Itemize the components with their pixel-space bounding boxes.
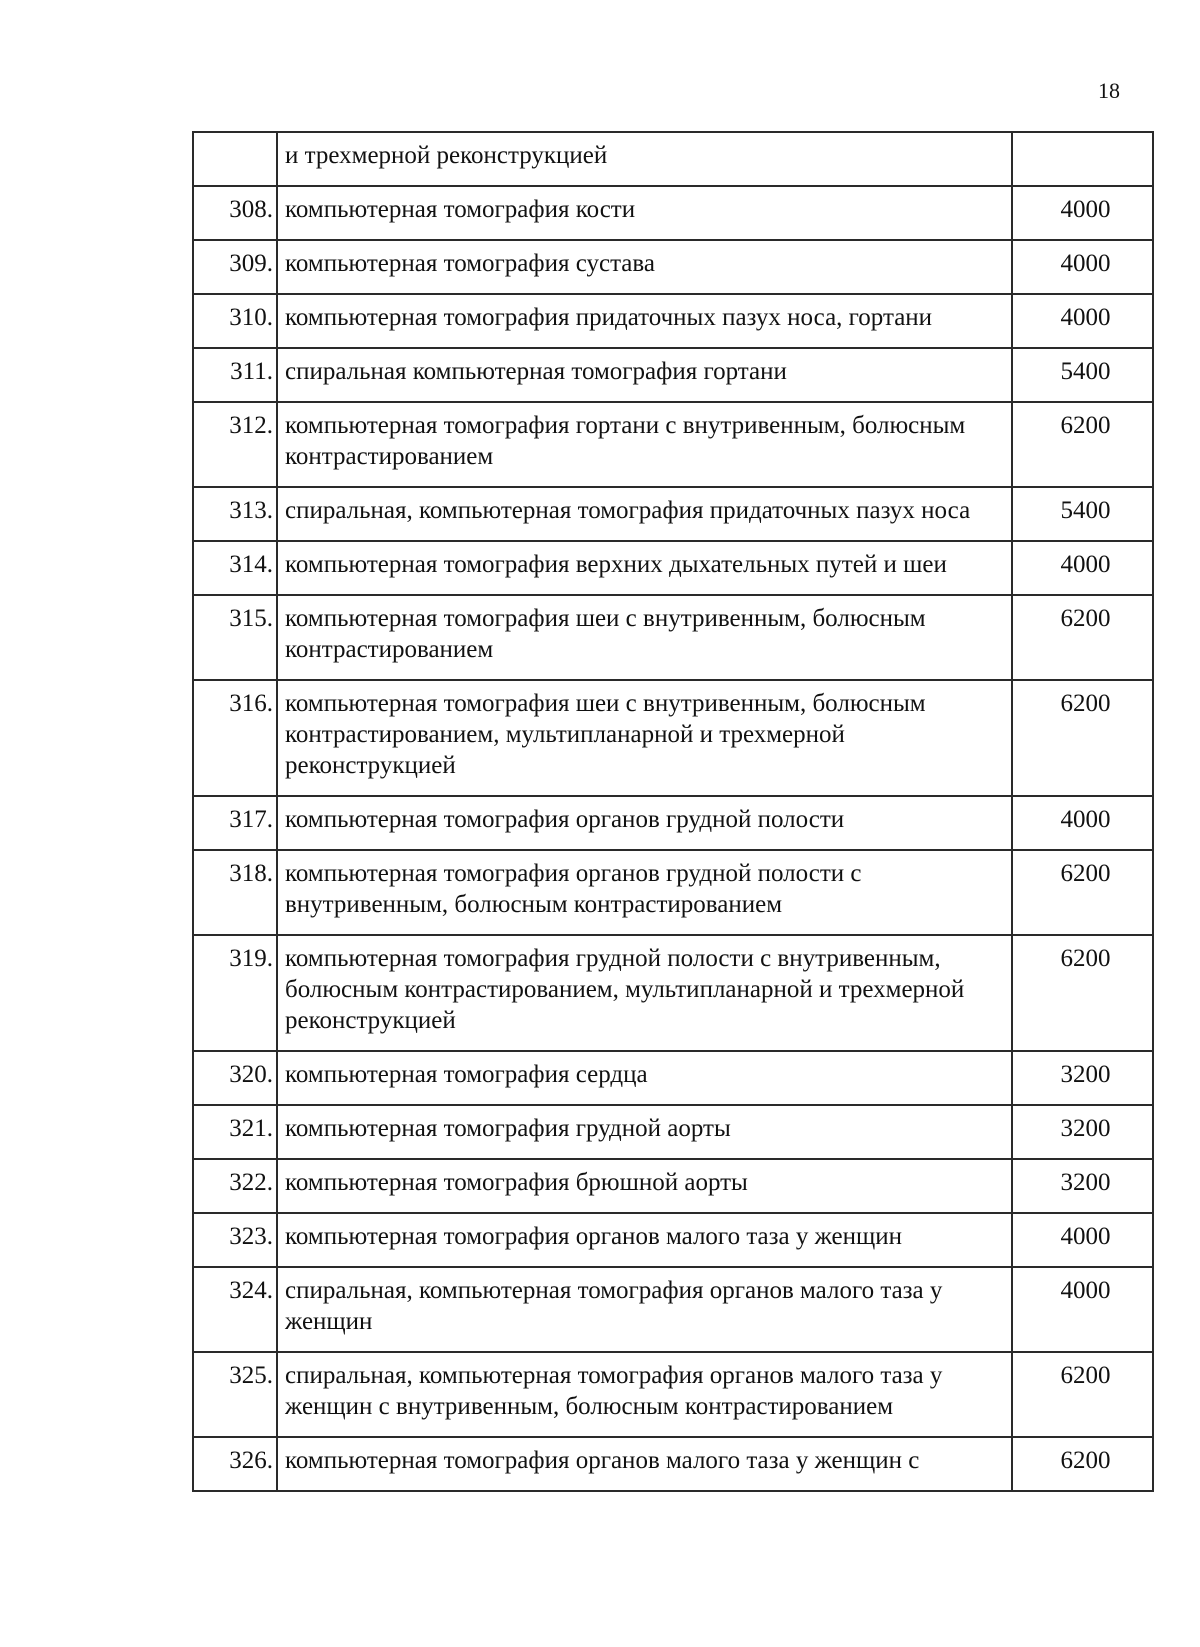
service-price: 4000 <box>1012 541 1153 595</box>
row-number: 314. <box>193 541 277 595</box>
service-description: компьютерная томография грудной полости с внутривенным, болюсным контрастированием, мультипланарной и трехмерной реконструкцией <box>277 935 1012 1051</box>
table-row <box>193 850 1153 935</box>
service-price: 4000 <box>1012 240 1153 294</box>
service-description: спиральная компьютерная томография гортани <box>277 348 1012 402</box>
service-price: 6200 <box>1012 402 1153 487</box>
table-row <box>193 1352 1153 1437</box>
service-description: и трехмерной реконструкцией <box>277 132 1012 186</box>
service-price: 6200 <box>1012 850 1153 935</box>
row-number: 322. <box>193 1159 277 1213</box>
service-description: спиральная, компьютерная томография органов малого таза у женщин с внутривенным, болюсным контрастированием <box>277 1352 1012 1437</box>
service-price: 3200 <box>1012 1051 1153 1105</box>
service-price: 6200 <box>1012 935 1153 1051</box>
service-description: компьютерная томография органов грудной полости <box>277 796 1012 850</box>
row-number: 325. <box>193 1352 277 1437</box>
service-description: компьютерная томография органов малого таза у женщин с <box>277 1437 1012 1491</box>
page-number: 18 <box>1098 78 1120 103</box>
service-price: 6200 <box>1012 1437 1153 1491</box>
service-description: компьютерная томография гортани с внутривенным, болюсным контрастированием <box>277 402 1012 487</box>
table-row <box>193 402 1153 487</box>
table-row <box>193 1267 1153 1352</box>
table-row <box>193 595 1153 680</box>
service-description: компьютерная томография шеи с внутривенным, болюсным контрастированием, мультипланарной и трехмерной реконструкцией <box>277 680 1012 796</box>
table-row <box>193 1051 1153 1105</box>
service-description: компьютерная томография кости <box>277 186 1012 240</box>
row-number: 317. <box>193 796 277 850</box>
table-row <box>193 541 1153 595</box>
table-row <box>193 294 1153 348</box>
service-description: компьютерная томография грудной аорты <box>277 1105 1012 1159</box>
service-description: спиральная, компьютерная томография придаточных пазух носа <box>277 487 1012 541</box>
table-row <box>193 1159 1153 1213</box>
service-price <box>1012 132 1153 186</box>
service-description: компьютерная томография верхних дыхательных путей и шеи <box>277 541 1012 595</box>
row-number: 312. <box>193 402 277 487</box>
service-description: компьютерная томография придаточных пазух носа, гортани <box>277 294 1012 348</box>
row-number: 309. <box>193 240 277 294</box>
service-price: 6200 <box>1012 595 1153 680</box>
service-price: 4000 <box>1012 1267 1153 1352</box>
row-number <box>193 132 277 186</box>
table-row <box>193 1213 1153 1267</box>
row-number: 319. <box>193 935 277 1051</box>
row-number: 313. <box>193 487 277 541</box>
service-price: 4000 <box>1012 1213 1153 1267</box>
service-description: компьютерная томография сердца <box>277 1051 1012 1105</box>
service-description: компьютерная томография брюшной аорты <box>277 1159 1012 1213</box>
row-number: 311. <box>193 348 277 402</box>
service-price: 6200 <box>1012 680 1153 796</box>
table-row <box>193 680 1153 796</box>
service-description: спиральная, компьютерная томография органов малого таза у женщин <box>277 1267 1012 1352</box>
table-row <box>193 1105 1153 1159</box>
table-row <box>193 935 1153 1051</box>
service-description: компьютерная томография органов грудной полости с внутривенным, болюсным контрастированием <box>277 850 1012 935</box>
table-row <box>193 186 1153 240</box>
service-price: 5400 <box>1012 487 1153 541</box>
service-price: 4000 <box>1012 796 1153 850</box>
service-description: компьютерная томография органов малого таза у женщин <box>277 1213 1012 1267</box>
row-number: 326. <box>193 1437 277 1491</box>
service-price: 6200 <box>1012 1352 1153 1437</box>
row-number: 318. <box>193 850 277 935</box>
table-row <box>193 240 1153 294</box>
service-price: 4000 <box>1012 294 1153 348</box>
row-number: 320. <box>193 1051 277 1105</box>
price-table <box>192 131 1154 1492</box>
service-price: 3200 <box>1012 1159 1153 1213</box>
row-number: 324. <box>193 1267 277 1352</box>
row-number: 315. <box>193 595 277 680</box>
table-row <box>193 487 1153 541</box>
service-price: 3200 <box>1012 1105 1153 1159</box>
service-description: компьютерная томография шеи с внутривенным, болюсным контрастированием <box>277 595 1012 680</box>
service-price: 5400 <box>1012 348 1153 402</box>
row-number: 310. <box>193 294 277 348</box>
table-row <box>193 132 1153 186</box>
table-row <box>193 1437 1153 1491</box>
service-description: компьютерная томография сустава <box>277 240 1012 294</box>
table-row <box>193 348 1153 402</box>
row-number: 308. <box>193 186 277 240</box>
row-number: 323. <box>193 1213 277 1267</box>
row-number: 321. <box>193 1105 277 1159</box>
table-row <box>193 796 1153 850</box>
row-number: 316. <box>193 680 277 796</box>
service-price: 4000 <box>1012 186 1153 240</box>
